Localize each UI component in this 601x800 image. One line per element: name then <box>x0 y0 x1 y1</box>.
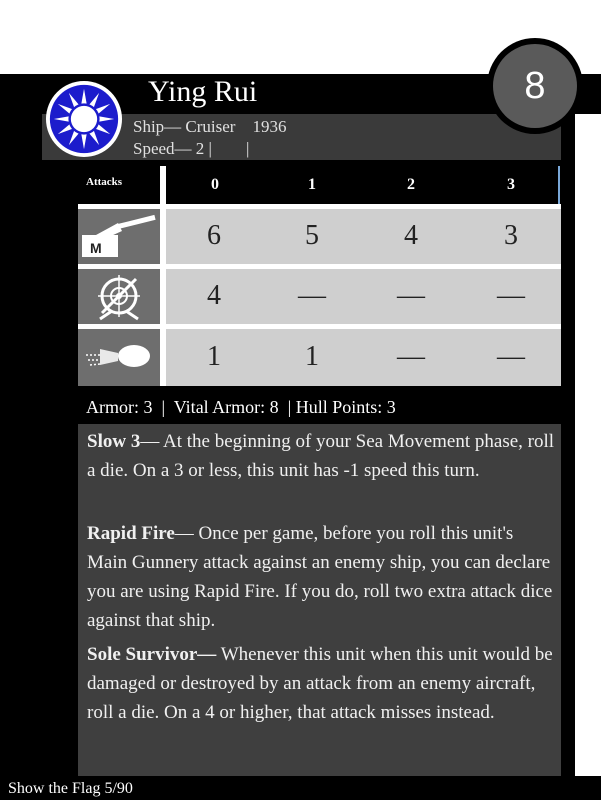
right-margin <box>575 114 601 776</box>
ability-sole-survivor <box>87 640 557 727</box>
armor-stats: Armor: 3 | Vital Armor: 8 | Hull Points: 3 <box>86 397 396 417</box>
ability-text: — At the beginning of your Sea Movement phase, roll a die. On a 3 or less, this unit has -1 speed this turn. <box>87 431 555 481</box>
nation-emblem-icon <box>45 80 123 158</box>
points-value: 8 <box>493 44 577 128</box>
torpedo-icon <box>78 329 160 386</box>
range-column-1: 1 <box>308 176 316 193</box>
range-column-2: 2 <box>407 176 415 193</box>
speed-line: Speed— 2 | | <box>133 139 250 158</box>
range-column-0: 0 <box>211 176 219 193</box>
main-gunnery-row <box>166 209 561 264</box>
torpedo-row <box>166 329 561 386</box>
anti-air-icon-cell <box>78 269 160 324</box>
left-frame <box>0 114 42 776</box>
main-gunnery-icon-cell <box>78 209 160 264</box>
svg-text:M: M <box>90 240 102 256</box>
anti-air-range-1: — <box>298 280 326 311</box>
main-gunnery-icon <box>78 209 160 264</box>
torpedo-range-2: — <box>397 341 425 372</box>
ability-text: Whenever this unit when this unit would be damaged or destroyed by an attack from an enemy aircraft, roll a die. On a 4 or higher, that attack misses instead. <box>87 644 553 723</box>
range-column-3: 3 <box>507 176 515 193</box>
main-gunnery-range-0: 6 <box>207 220 221 251</box>
ship-type-line: Ship— Cruiser 1936 <box>133 117 287 136</box>
set-info: Show the Flag 5/90 <box>8 780 133 797</box>
torpedo-icon-cell <box>78 329 160 386</box>
ability-name: Slow 3 <box>87 431 141 452</box>
ability-rapid-fire <box>87 519 557 635</box>
header-divider <box>160 166 166 204</box>
ability-name: Rapid Fire <box>87 523 175 544</box>
main-gunnery-range-2: 4 <box>404 220 418 251</box>
anti-air-icon <box>78 269 160 324</box>
torpedo-range-1: 1 <box>305 341 319 372</box>
attacks-label: Attacks <box>86 176 123 188</box>
main-gunnery-range-1: 5 <box>305 220 319 251</box>
anti-air-range-0: 4 <box>207 280 221 311</box>
torpedo-range-3: — <box>497 341 525 372</box>
header-accent <box>558 166 560 204</box>
ability-slow <box>87 427 557 485</box>
ability-name: Sole Survivor— <box>87 644 217 665</box>
anti-air-range-3: — <box>497 280 525 311</box>
anti-air-row <box>166 269 561 324</box>
ship-name: Ying Rui <box>148 75 258 108</box>
main-gunnery-range-3: 3 <box>504 220 518 251</box>
torpedo-range-0: 1 <box>207 341 221 372</box>
anti-air-range-2: — <box>397 280 425 311</box>
right-frame <box>561 114 575 776</box>
ability-text: — Once per game, before you roll this unit's Main Gunnery attack against an enemy ship, you can declare you are using Rapid Fire. If you do, roll two extra attack dice against that ship. <box>87 523 553 631</box>
